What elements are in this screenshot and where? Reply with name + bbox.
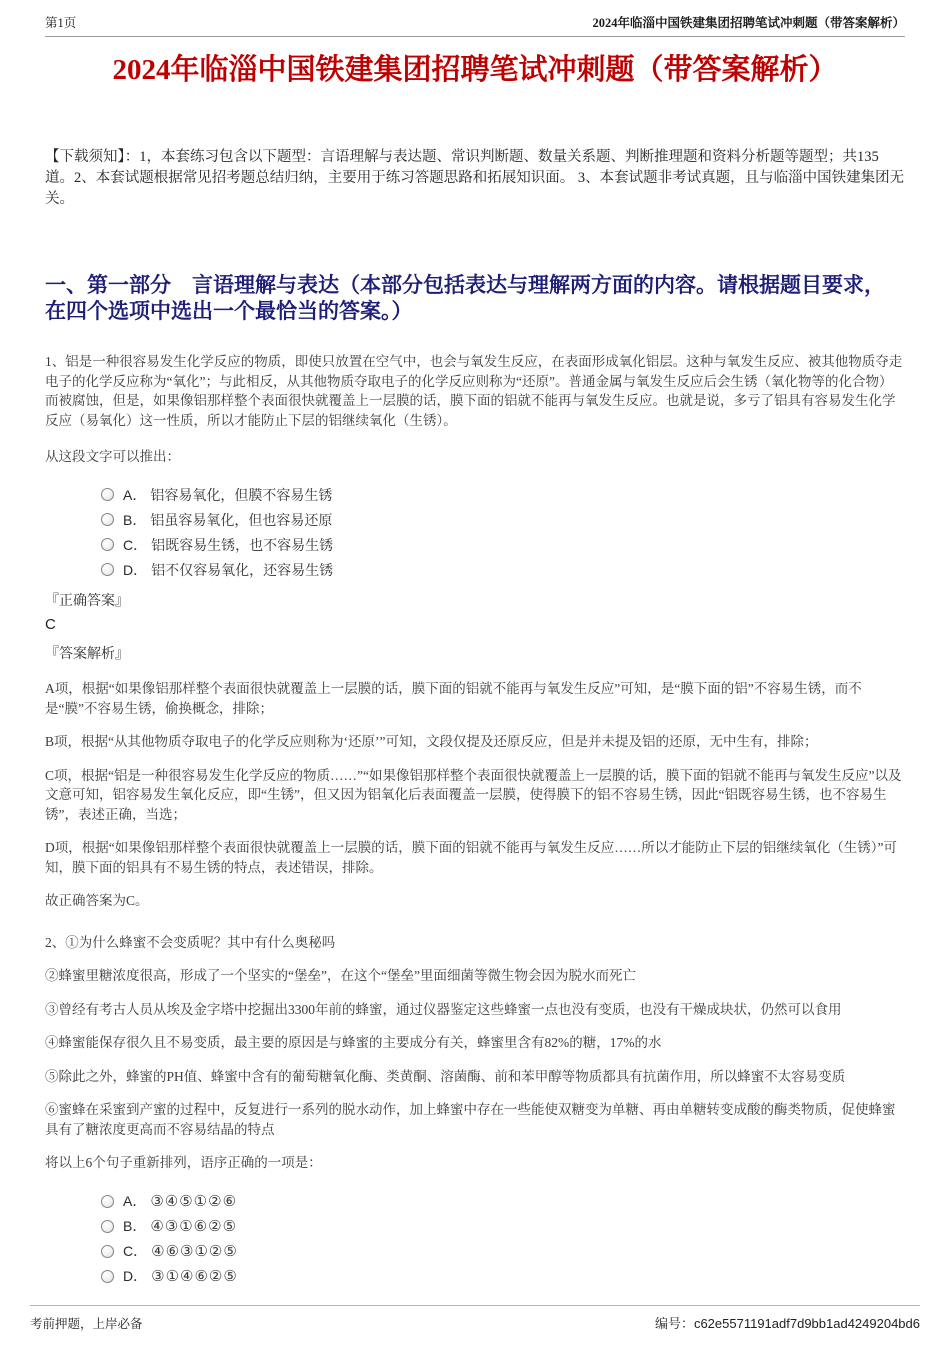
option-letter: D． xyxy=(123,1268,148,1284)
radio-icon[interactable] xyxy=(101,1195,114,1208)
q1-option-d[interactable] xyxy=(101,557,905,582)
option-text: ④⑥③①②⑤ xyxy=(151,1243,238,1260)
option-text: ④③①⑥②⑤ xyxy=(150,1218,238,1235)
radio-icon[interactable] xyxy=(101,513,114,526)
q1-conclusion: 故正确答案为C。 xyxy=(45,893,149,908)
option-letter: B． xyxy=(123,1218,147,1234)
option-text: 铝既容易生锈，也不容易生锈 xyxy=(151,538,334,554)
q1-prompt: 从这段文字可以推出： xyxy=(45,449,180,464)
correct-answer-label: 『正确答案』 xyxy=(45,594,129,609)
option-letter: A． xyxy=(123,486,147,503)
q1-analysis-c: C项，根据“铝是一种很容易发生化学反应的物质……”“如果像铝那样整个表面很快就覆盖上一层膜的话，膜下面的铝就不能再与氧发生反应”以及文意可知，铝容易发生氧化反应，即“生锈”，但又因为铝氧化后表面覆盖一层膜，使得膜下的铝不容易生锈，因此“铝既容易生锈，也不容易生锈”，表述正确，当选； xyxy=(45,767,902,822)
option-text: ③①④⑥②⑤ xyxy=(151,1268,238,1285)
page-number: 第1页 xyxy=(45,16,77,30)
q2-sentence-2: ②蜂蜜里糖浓度很高，形成了一个坚实的“堡垒”，在这个“堡垒”里面细菌等微生物会因为脱水而死亡 xyxy=(45,968,636,983)
option-text: ③④⑤①②⑥ xyxy=(150,1193,238,1210)
q1-analysis-d: D项，根据“如果像铝那样整个表面很快就覆盖上一层膜的话，膜下面的铝就不能再与氧发生反应……所以才能防止下层的铝继续氧化（生锈）”可知，膜下面的铝具有不易生锈的特点，表述错误，排除。 xyxy=(45,840,897,875)
option-letter: C． xyxy=(123,536,148,553)
q1-stem: 1、铝是一种很容易发生化学反应的物质，即使只放置在空气中，也会与氧发生反应，在表面形成氧化铝层。这种与氧发生反应、被其他物质夺走电子的化学反应称为“氧化”；与此相反，从其他物质夺取电子的化学反应则称为“还原”。普通金属与氧发生反应后会生锈（氧化物等的化合物）而被腐蚀，但是，如果像铝那样整个表面很快就覆盖上一层膜的话，膜下面的铝就不能再与氧发生反应。也就是说，多亏了铝具有容易发生化学反应（易氧化）这一性质，所以才能防止下层的铝继续氧化（生锈）。 xyxy=(45,354,903,428)
q2-sentence-5: ⑤除此之外，蜂蜜的PH值、蜂蜜中含有的葡萄糖氧化酶、类黄酮、溶菌酶、前和苯甲醇等物质都具有抗菌作用，所以蜂蜜不太容易变质 xyxy=(45,1068,846,1084)
q1-option-c[interactable] xyxy=(101,532,905,557)
page-footer xyxy=(30,1305,920,1332)
option-text: 铝虽容易氧化，但也容易还原 xyxy=(150,513,333,529)
q2-prompt: 将以上6个句子重新排列，语序正确的一项是： xyxy=(45,1155,322,1170)
radio-icon[interactable] xyxy=(101,488,114,501)
q1-analysis-a: A项，根据“如果像铝那样整个表面很快就覆盖上一层膜的话，膜下面的铝就不能再与氧发生反应”可知，是“膜下面的铝”不容易生锈，而不是“膜”不容易生锈，偷换概念，排除； xyxy=(45,681,862,716)
q1-option-b[interactable] xyxy=(101,507,905,532)
page-title: 2024年临淄中国铁建集团招聘笔试冲刺题（带答案解析） xyxy=(112,54,838,86)
option-letter: B． xyxy=(123,511,147,528)
download-notice: 【下载须知】：1，本套练习包含以下题型：言语理解与表达题、常识判断题、数量关系题、判断推理题和资料分析题等题型；共135道。2、本套试题根据常见招考题总结归纳，主要用于练习答题思路和拓展知识面。 3、本套试题非考试真题，且与临淄中国铁建集团无关。 xyxy=(45,149,905,207)
option-letter: D． xyxy=(123,561,148,578)
radio-icon[interactable] xyxy=(101,538,114,551)
radio-icon[interactable] xyxy=(101,1270,114,1283)
footer-code: 编号：c62e5571191adf7d9bb1ad4249204bd6 xyxy=(654,1316,920,1331)
option-letter: A． xyxy=(123,1193,147,1209)
q2-sentence-4: ④蜂蜜能保存很久且不易变质，最主要的原因是与蜂蜜的主要成分有关，蜂蜜里含有82%的糖，17%的水 xyxy=(45,1035,662,1050)
q2-option-a[interactable] xyxy=(101,1189,905,1214)
q2-option-c[interactable] xyxy=(101,1239,905,1264)
q2-option-b[interactable] xyxy=(101,1214,905,1239)
option-letter: C． xyxy=(123,1243,148,1259)
q1-option-a[interactable] xyxy=(101,482,905,507)
q2-option-d[interactable] xyxy=(101,1264,905,1289)
header-doc-title: 2024年临淄中国铁建集团招聘笔试冲刺题（带答案解析） xyxy=(592,16,905,30)
q2-sentence-6: ⑥蜜蜂在采蜜到产蜜的过程中，反复进行一系列的脱水动作，加上蜂蜜中存在一些能使双糖变为单糖、再由单糖转变成酸的酶类物质，促使蜂蜜具有了糖浓度更高而不容易结晶的特点 xyxy=(45,1102,896,1137)
q2-sentence-1: 2、①为什么蜂蜜不会变质呢？其中有什么奥秘吗 xyxy=(45,934,336,950)
option-text: 铝不仅容易氧化，还容易生锈 xyxy=(151,563,334,579)
q2-sentence-3: ③曾经有考古人员从埃及金字塔中挖掘出3300年前的蜂蜜，通过仪器鉴定这些蜂蜜一点也没有变质，也没有干燥成块状，仍然可以食用 xyxy=(45,1001,842,1017)
correct-answer-value: C xyxy=(45,616,56,633)
radio-icon[interactable] xyxy=(101,563,114,576)
radio-icon[interactable] xyxy=(101,1245,114,1258)
page-header xyxy=(45,0,905,37)
radio-icon[interactable] xyxy=(101,1220,114,1233)
option-text: 铝容易氧化，但膜不容易生锈 xyxy=(150,488,333,504)
footer-slogan: 考前押题，上岸必备 xyxy=(30,1317,143,1331)
q1-options xyxy=(101,482,905,582)
section-heading: 一、第一部分 言语理解与表达（本部分包括表达与理解两方面的内容。请根据题目要求，在四个选项中选出一个最恰当的答案。） xyxy=(45,273,885,323)
q2-options xyxy=(101,1189,905,1289)
analysis-label: 『答案解析』 xyxy=(45,647,129,662)
q1-analysis-b: B项，根据“从其他物质夺取电子的化学反应则称为‘还原’”可知，文段仅提及还原反应，但是并未提及铝的还原，无中生有，排除； xyxy=(45,734,818,749)
